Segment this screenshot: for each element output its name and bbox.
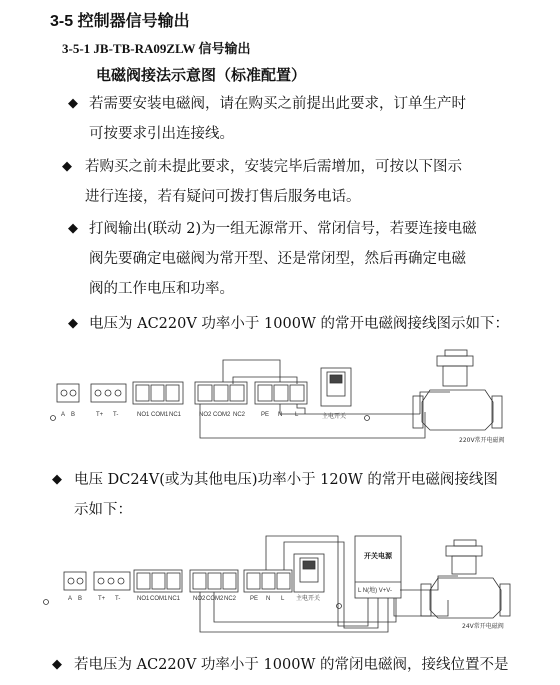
terminal-label-pe: PE [261, 412, 270, 418]
terminal-label-n: N [266, 596, 271, 602]
terminal-label-a: A [61, 412, 66, 418]
terminal-labels [68, 596, 285, 602]
terminal-label-no1: NO1 [137, 596, 150, 602]
main-power-switch-label: 主电开关 [296, 595, 321, 602]
text-line: 若购买之前未提此要求，安装完毕后需增加，可按以下图示 [85, 159, 462, 175]
text-line: 阀的工作电压和功率。 [89, 281, 234, 297]
terminal-label-t-minus: T- [115, 596, 121, 602]
power-supply-label: 开关电源 [364, 552, 392, 560]
power-supply-terminals-label: L N(地) V+V- [358, 588, 392, 594]
terminal-label-l: L [295, 412, 299, 418]
terminal-label-com2: COM2 [213, 412, 231, 418]
valve-label: 220V常开电磁阀 [459, 437, 505, 444]
bullet-paragraph [74, 465, 498, 525]
text-line: 电压为 AC220V 功率小于 1000W 的常开电磁阀接线图示如下： [89, 316, 509, 332]
terminal-label-t-plus: T+ [96, 412, 104, 418]
terminal-label-l: L [281, 596, 285, 602]
bullet-paragraph [74, 650, 508, 680]
bullet-icon: ◆ [68, 96, 78, 111]
terminal-label-com2: COM2 [206, 596, 224, 602]
bullet-paragraph [89, 309, 509, 339]
terminal-label-nc2: NC2 [233, 412, 246, 418]
terminal-label-n: N [278, 412, 283, 418]
terminal-label-nc1: NC1 [168, 596, 181, 602]
terminal-label-t-minus: T- [113, 412, 119, 418]
terminal-label-b: B [71, 412, 76, 418]
terminal-label-com1: COM1 [151, 412, 169, 418]
bullet-icon: ◆ [68, 221, 78, 236]
text-line: 若需要安装电磁阀，请在购买之前提出此要求，订单生产时 [89, 96, 466, 112]
wiring-diagram-ac220v-no [45, 342, 520, 447]
terminal-label-nc1: NC1 [169, 412, 182, 418]
text-line: 若电压为 AC220V 功率小于 1000W 的常闭电磁阀，接线位置不是 [74, 657, 509, 673]
bullet-icon: ◆ [68, 316, 78, 331]
text-line: 可按要求引出连接线。 [89, 126, 234, 142]
terminal-label-a: A [68, 596, 73, 602]
terminal-label-t-plus: T+ [98, 596, 106, 602]
terminal-label-no1: NO1 [137, 412, 150, 418]
bullet-paragraph [89, 214, 477, 304]
bullet-icon: ◆ [52, 472, 62, 487]
text-line: 打阀输出(联动 2)为一组无源常开、常闭信号，若要连接电磁 [89, 221, 477, 237]
terminal-label-pe: PE [250, 596, 259, 602]
section-subtitle: 3-5-1 JB-TB-RA09ZLW 信号输出 [62, 41, 251, 56]
bullet-icon: ◆ [62, 159, 72, 174]
bullet-icon: ◆ [52, 657, 62, 672]
wiring-diagram-dc24v-no [38, 530, 520, 645]
valve-label: 24V常开电磁阀 [462, 623, 504, 630]
text-line: 阀先要确定电磁阀为常开型、还是常闭型，然后再确定电磁 [89, 251, 466, 267]
terminal-label-no2: NO2 [199, 412, 212, 418]
terminal-label-no2: NO2 [193, 596, 206, 602]
terminal-labels [61, 412, 299, 418]
text-line: 示如下： [74, 502, 132, 518]
terminal-label-nc2: NC2 [224, 596, 237, 602]
terminal-label-b: B [78, 596, 83, 602]
bullet-paragraph [85, 152, 462, 212]
terminal-label-com1: COM1 [150, 596, 168, 602]
section-title: 3-5 控制器信号输出 [50, 13, 190, 30]
bullet-paragraph [89, 89, 466, 149]
text-line: 进行连接，若有疑问可拨打售后服务电话。 [85, 189, 361, 205]
text-line: 电压 DC24V(或为其他电压)功率小于 120W 的常开电磁阀接线图 [74, 472, 498, 488]
main-power-switch-label: 主电开关 [322, 413, 347, 420]
section-heading: 电磁阀接法示意图（标准配置） [96, 66, 307, 84]
